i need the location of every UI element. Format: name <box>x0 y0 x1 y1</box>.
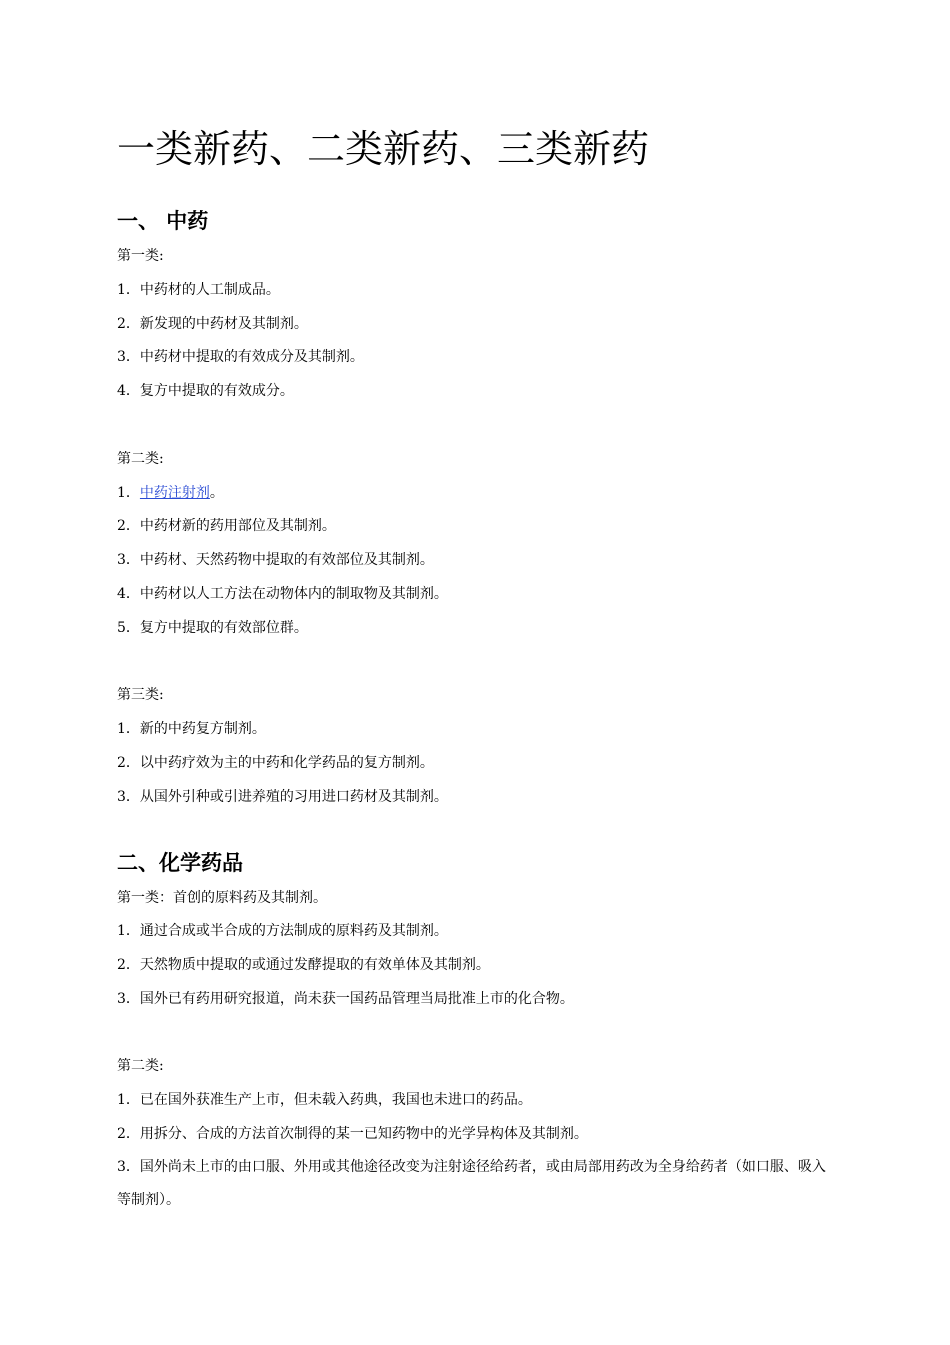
group-label: 第一类: <box>117 248 164 264</box>
group-label: 第三类: <box>117 687 164 703</box>
list-item: 4．复方中提取的有效成分。 <box>117 383 294 399</box>
list-item-number: 1． <box>117 485 140 501</box>
list-item: 3．中药材、天然药物中提取的有效部位及其制剂。 <box>117 552 434 568</box>
list-item: 1．中药材的人工制成品。 <box>117 282 280 298</box>
list-item: 1．通过合成或半合成的方法制成的原料药及其制剂。 <box>117 923 448 939</box>
list-item: 3．从国外引种或引进养殖的习用进口药材及其制剂。 <box>117 789 448 805</box>
tcm-injection-link[interactable]: 中药注射剂 <box>139 485 210 501</box>
list-item: 1．新的中药复方制剂。 <box>117 721 266 737</box>
list-item: 2．以中药疗效为主的中药和化学药品的复方制剂。 <box>117 755 434 771</box>
group-label: 第一类：首创的原料药及其制剂。 <box>117 890 327 906</box>
list-item: 3．中药材中提取的有效成分及其制剂。 <box>117 349 364 365</box>
list-item: 3．国外尚未上市的由口服、外用或其他途径改变为注射途径给药者，或由局部用药改为全身给药者（如口服、吸入等制剂）。 <box>117 1159 826 1208</box>
group-label: 第二类: <box>117 451 164 467</box>
group-label: 第二类: <box>117 1058 164 1074</box>
list-item: 3．国外已有药用研究报道，尚未获一国药品管理当局批准上市的化合物。 <box>117 991 574 1007</box>
list-item: 5．复方中提取的有效部位群。 <box>117 620 308 636</box>
list-item: 4．中药材以人工方法在动物体内的制取物及其制剂。 <box>117 586 448 602</box>
document-title: 一类新药、二类新药、三类新药 <box>117 127 650 171</box>
list-item-punctuation: 。 <box>209 485 224 501</box>
list-item: 2．新发现的中药材及其制剂。 <box>117 316 308 332</box>
list-item <box>117 482 837 504</box>
list-item: 2．用拆分、合成的方法首次制得的某一已知药物中的光学异构体及其制剂。 <box>117 1126 588 1142</box>
section-heading-tcm: 一、 中药 <box>117 209 209 233</box>
section-heading-chemical: 二、化学药品 <box>117 851 243 875</box>
list-item: 2．中药材新的药用部位及其制剂。 <box>117 518 336 534</box>
list-item: 1．已在国外获准生产上市，但未载入药典，我国也未进口的药品。 <box>117 1092 532 1108</box>
list-item: 2．天然物质中提取的或通过发酵提取的有效单体及其制剂。 <box>117 957 490 973</box>
